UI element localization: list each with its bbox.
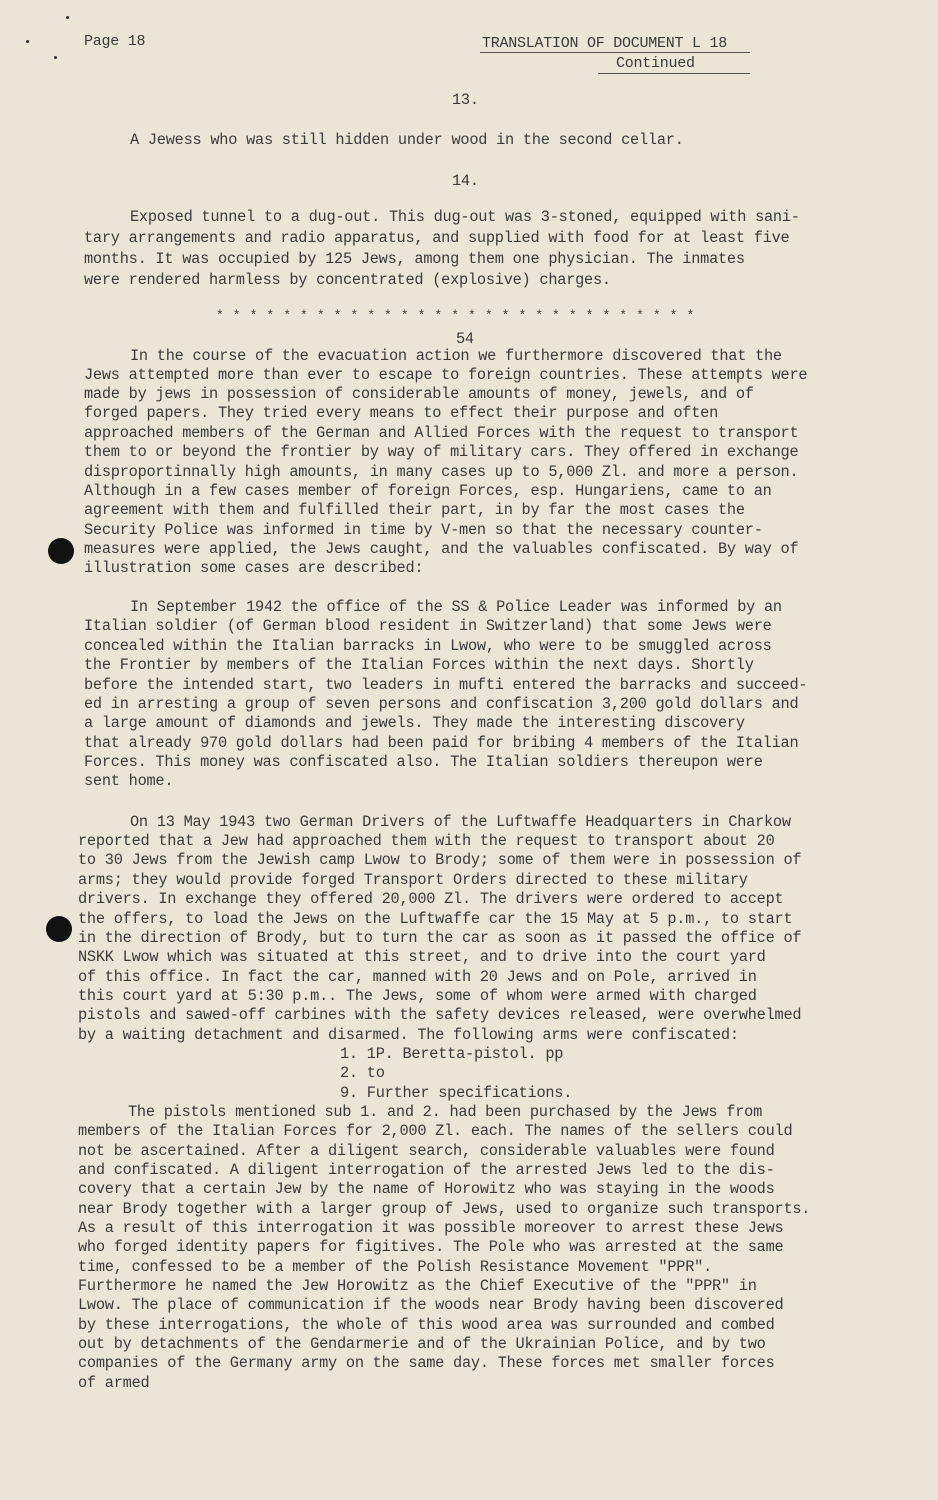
text-line: disproportinnally high amounts, in many cases up to 5,000 Zl. and more a person. — [84, 463, 799, 481]
text-line: made by jews in possession of considerable amounts of money, jewels, and of — [84, 385, 754, 403]
text-line: near Brody together with a larger group of Jews, used to organize such transports. — [78, 1200, 811, 1218]
text-line: Exposed tunnel to a dug-out. This dug-out was 3-stoned, equipped with sani- — [130, 208, 800, 226]
text-line: Although in a few cases member of foreign Forces, esp. Hungariens, came to an — [84, 482, 772, 500]
text-line: illustration some cases are described: — [84, 559, 424, 577]
text-line: them to or beyond the frontier by way of military cars. They offered in exchange — [84, 443, 799, 461]
text-line: sent home. — [84, 772, 174, 790]
speck — [26, 40, 29, 43]
text-line: On 13 May 1943 two German Drivers of the Luftwaffe Headquarters in Charkow — [130, 813, 791, 831]
text-line: Security Police was informed in time by V-men so that the necessary counter- — [84, 521, 763, 539]
text-line: Lwow. The place of communication if the woods near Brody having been discovered — [78, 1296, 784, 1314]
text-line: NSKK Lwow which was situated at this street, and to drive into the court yard — [78, 948, 766, 966]
text-line: ed in arresting a group of seven persons and confiscation 3,200 gold dollars and — [84, 695, 799, 713]
text-line: this court yard at 5:30 p.m.. The Jews, some of whom were armed with charged — [78, 987, 757, 1005]
text-line: approached members of the German and Allied Forces with the request to transport — [84, 424, 799, 442]
text-line: the Frontier by members of the Italian Forces within the next days. Shortly — [84, 656, 754, 674]
text-line: of armed — [78, 1374, 150, 1392]
text-line: tary arrangements and radio apparatus, and supplied with food for at least five — [84, 229, 790, 247]
text-line: Jews attempted more than ever to escape to foreign countries. These attempts were — [84, 366, 808, 384]
text-line: before the intended start, two leaders in mufti entered the barracks and succeed- — [84, 676, 808, 694]
section-number-13: 13. — [452, 91, 479, 109]
speck — [66, 16, 69, 19]
text-line: were rendered harmless by concentrated (explosive) charges. — [84, 271, 611, 289]
text-line: members of the Italian Forces for 2,000 Zl. each. The names of the sellers could — [78, 1122, 793, 1140]
text-line: companies of the Germany army on the same day. These forces met smaller forces — [78, 1354, 775, 1372]
text-line: who forged identity papers for figitives. The Pole who was arrested at the same — [78, 1238, 784, 1256]
text-line: measures were applied, the Jews caught, and the valuables confiscated. By way of — [84, 540, 799, 558]
list-item: 1. 1P. Beretta-pistol. pp — [340, 1045, 564, 1063]
asterisk-separator: * * * * * * * * * * * * * * * * * * * * * * * * * * * * * — [216, 308, 695, 323]
original-page-number: 54 — [456, 330, 474, 348]
punch-hole-lower — [46, 916, 72, 942]
text-line: a large amount of diamonds and jewels. They made the interesting discovery — [84, 714, 745, 732]
title-underline — [480, 52, 750, 53]
text-line: time, confessed to be a member of the Polish Resistance Movement "PPR". — [78, 1258, 713, 1276]
text-line: Forces. This money was confiscated also. The Italian soldiers thereupon were — [84, 753, 763, 771]
text-line: and confiscated. A diligent interrogation of the arrested Jews led to the dis- — [78, 1161, 775, 1179]
text-line: concealed within the Italian barracks in Lwow, who were to be smuggled across — [84, 637, 772, 655]
text-line: reported that a Jew had approached them with the request to transport about 20 — [78, 832, 775, 850]
text-line: arms; they would provide forged Transport Orders directed to these military — [78, 871, 748, 889]
text-line: to 30 Jews from the Jewish camp Lwow to Brody; some of them were in possession of — [78, 851, 802, 869]
text-line: of this office. In fact the car, manned with 20 Jews and on Pole, arrived in — [78, 968, 757, 986]
text-line: that already 970 gold dollars had been paid for bribing 4 members of the Italian — [84, 734, 799, 752]
continued-label: Continued — [616, 55, 695, 72]
text-line: Furthermore he named the Jew Horowitz as the Chief Executive of the "PPR" in — [78, 1277, 757, 1295]
text-line: pistols and sawed-off carbines with the safety devices released, were overwhelmed — [78, 1006, 802, 1024]
text-line: in the direction of Brody, but to turn the car as soon as it passed the office of — [78, 929, 802, 947]
text-line: by a waiting detachment and disarmed. The following arms were confiscated: — [78, 1026, 739, 1044]
text-line: In the course of the evacuation action we furthermore discovered that the — [130, 347, 782, 365]
text-line: months. It was occupied by 125 Jews, among them one physician. The inmates — [84, 250, 745, 268]
text-line: agreement with them and fulfilled their part, in by far the most cases the — [84, 501, 745, 519]
punch-hole-upper — [48, 538, 74, 564]
text-line: The pistols mentioned sub 1. and 2. had been purchased by the Jews from — [128, 1103, 763, 1121]
text-line: out by detachments of the Gendarmerie and of the Ukrainian Police, and by two — [78, 1335, 766, 1353]
text-line: forged papers. They tried every means to effect their purpose and often — [84, 404, 719, 422]
section-13-text: A Jewess who was still hidden under wood in the second cellar. — [130, 131, 684, 149]
text-line: drivers. In exchange they offered 20,000 Zl. The drivers were ordered to accept — [78, 890, 784, 908]
text-line: As a result of this interrogation it was possible moreover to arrest these Jews — [78, 1219, 784, 1237]
document-title: TRANSLATION OF DOCUMENT L 18 — [482, 35, 728, 52]
speck — [54, 56, 57, 59]
list-item: 9. Further specifications. — [340, 1084, 573, 1102]
text-line: by these interrogations, the whole of this wood area was surrounded and combed — [78, 1316, 775, 1334]
text-line: the offers, to load the Jews on the Luftwaffe car the 15 May at 5 p.m., to start — [78, 910, 793, 928]
text-line: Italian soldier (of German blood resident in Switzerland) that some Jews were — [84, 617, 772, 635]
text-line: covery that a certain Jew by the name of Horowitz who was staying in the woods — [78, 1180, 775, 1198]
section-number-14: 14. — [452, 172, 479, 190]
continued-underline — [598, 73, 750, 74]
page-label: Page 18 — [84, 33, 146, 50]
text-line: In September 1942 the office of the SS & Police Leader was informed by an — [130, 598, 782, 616]
text-line: not be ascertained. After a diligent search, considerable valuables were found — [78, 1142, 775, 1160]
list-item: 2. to — [340, 1064, 385, 1082]
